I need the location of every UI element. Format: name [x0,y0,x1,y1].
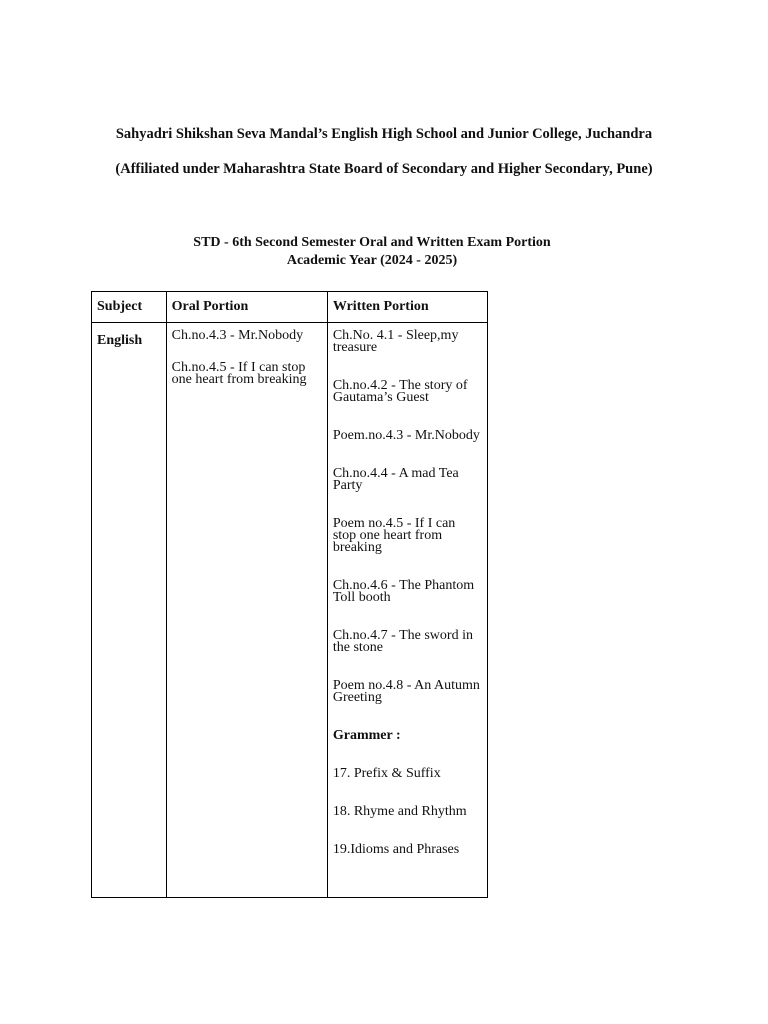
written-column-header: Written Portion [327,292,487,323]
subject-name: English [97,333,143,348]
academic-year: Academic Year (2024 - 2025) [286,253,458,268]
written-item: Ch.no.4.4 - A mad Tea Party [332,466,459,493]
oral-item: Ch.no.4.3 - Mr.Nobody [171,328,304,343]
subject-column-header: Subject [92,292,167,323]
exam-portion-table [91,291,488,898]
subject-cell [92,323,167,898]
oral-item: Ch.no.4.5 - If I can stop one heart from breaking [171,360,307,387]
exam-title [0,234,756,270]
written-item: Ch.No. 4.1 - Sleep,my treasure [332,328,459,355]
written-item: Poem.no.4.3 - Mr.Nobody [332,428,480,443]
written-portion-cell [327,323,487,898]
written-item: 17. Prefix & Suffix [332,766,441,781]
oral-column-header: Oral Portion [166,292,327,323]
table-header-row [92,292,488,323]
written-item: Ch.no.4.6 - The Phantom Toll booth [332,578,475,605]
table-row [92,323,488,898]
exam-title-line: STD - 6th Second Semester Oral and Written Exam Portion [193,235,551,250]
written-item: Poem no.4.8 - An Autumn Greeting [332,678,480,705]
written-item: 18. Rhyme and Rhythm [332,804,467,819]
written-item: Ch.no.4.7 - The sword in the stone [332,628,473,655]
written-item: Ch.no.4.2 - The story of Gautama’s Guest [332,378,468,405]
school-name: Sahyadri Shikshan Seva Mandal’s English High School and Junior College, Juchandra [115,126,653,142]
oral-portion-cell [166,323,327,898]
written-item: 19.Idioms and Phrases [332,842,460,857]
grammar-heading: Grammer : [332,728,401,743]
written-item: Poem no.4.5 - If I can stop one heart from breaking [332,516,456,555]
affiliation-note: (Affiliated under Maharashtra State Board of Secondary and Higher Secondary, Pune) [115,161,653,177]
